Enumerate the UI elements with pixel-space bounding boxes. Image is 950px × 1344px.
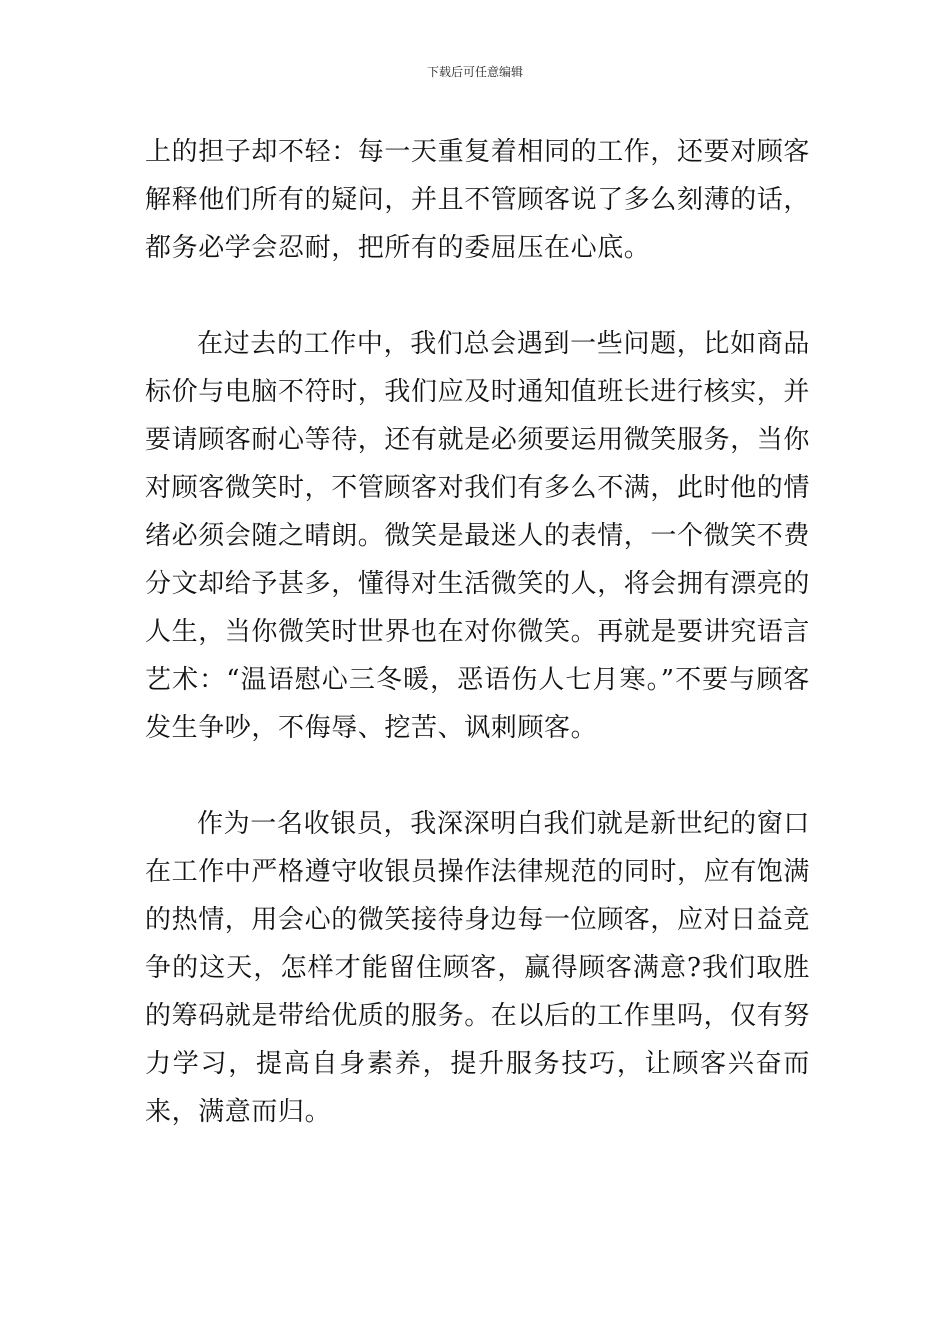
paragraph-continuation: 上的担子却不轻：每一天重复着相同的工作，还要对顾客解释他们所有的疑问，并且不管顾客说了多么刻薄的话，都务必学会忍耐，把所有的委屈压在心底。 [145,137,811,263]
document-body [145,128,810,1136]
paragraph-work-problems: 在过去的工作中，我们总会遇到一些问题，比如商品标价与电脑不符时，我们应及时通知值班长进行核实，并要请顾客耐心等待，还有就是必须要运用微笑服务，当你对顾客微笑时，不管顾客对我们有多么不满，此时他的情绪必须会随之晴朗。微笑是最迷人的表情，一个微笑不费分文却给予甚多，懂得对生活微笑的人，将会拥有漂亮的人生，当你微笑时世界也在对你微笑。再就是要讲究语言艺术：“温语慰心三冬暖，恶语伤人七月寒。”不要与顾客发生争吵，不侮辱、挖苦、讽刺顾客。 [145,329,811,743]
paragraph-cashier-role: 作为一名收银员，我深深明白我们就是新世纪的窗口在工作中严格遵守收银员操作法律规范的同时，应有饱满的热情，用会心的微笑接待身边每一位顾客，应对日益竞争的这天，怎样才能留住顾客，赢得顾客满意?我们取胜的筹码就是带给优质的服务。在以后的工作里吗，仅有努力学习，提高自身素养，提升服务技巧，让顾客兴奋而来，满意而归。 [145,809,811,1127]
page-header: 下载后可任意编辑 [426,65,523,79]
